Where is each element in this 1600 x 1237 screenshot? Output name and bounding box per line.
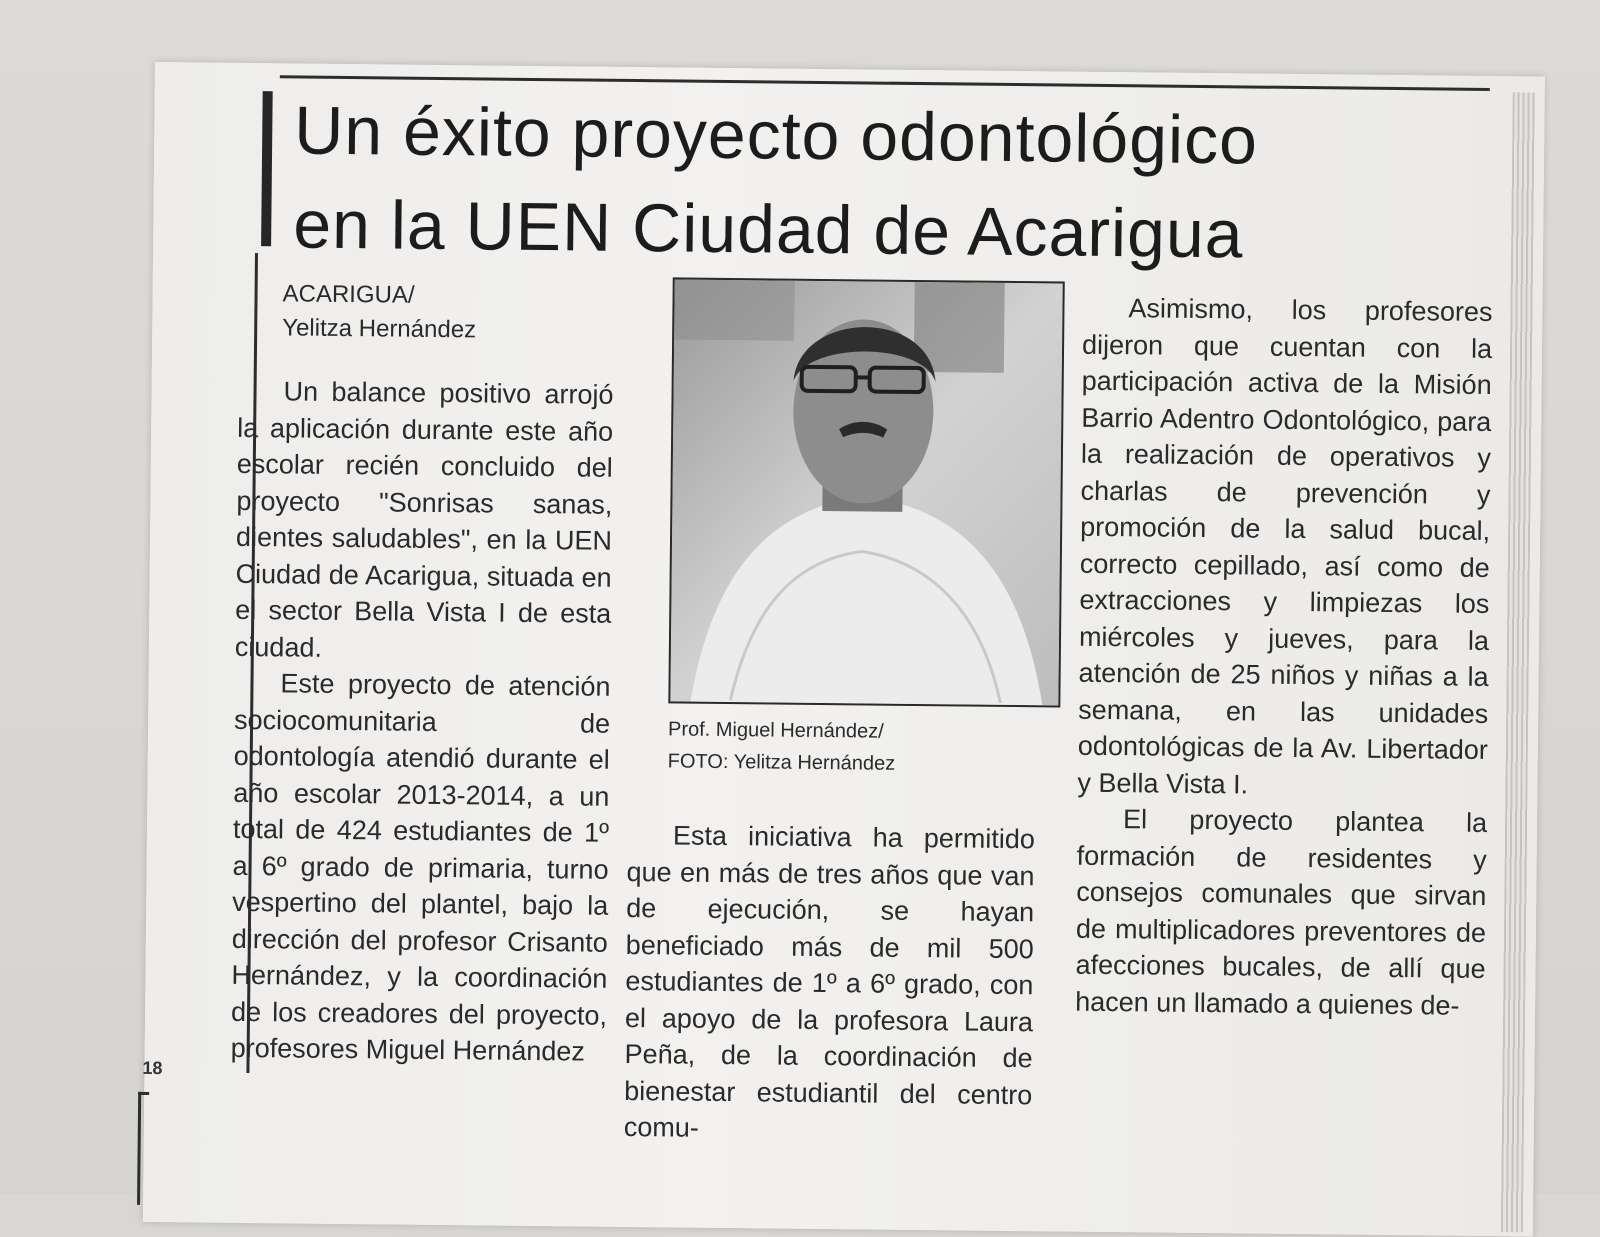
headline-line-2: en la UEN Ciudad de Acarigua bbox=[293, 177, 1444, 283]
byline bbox=[282, 277, 477, 347]
column-1-paragraph-2: Este proyecto de atención sociocomunitaria de odontología atendió durante el año escolar 2013-2014, a un total de 424 estudiantes de 1º a 6º grado de primaria, turno vespertino del plantel, bajo la dirección del profesor Crisanto Hernández, y la coordinación de los creadores del proyecto, profesores Miguel Hernández bbox=[230, 665, 610, 1070]
article-column-1 bbox=[230, 373, 613, 1070]
column-2-paragraph-1: Esta iniciativa ha permitido que en más de tres años que van de ejecución, se hayan beneficiado más de mil 500 estudiantes de 1º a 6º grado, con el apoyo de la profesora Laura Peña, de la coordinación de bienestar estudiantil del centro comu- bbox=[624, 817, 1035, 1150]
headline-line-1: Un éxito proyecto odontológico bbox=[294, 83, 1445, 189]
byline-place: ACARIGUA/ bbox=[282, 277, 476, 313]
headline-accent-bar bbox=[261, 91, 273, 246]
byline-author: Yelitza Hernández bbox=[282, 311, 476, 347]
headline bbox=[293, 83, 1445, 283]
clipping-right-edge bbox=[1501, 92, 1535, 1232]
column-3-paragraph-1: Asimismo, los profesores dijeron que cuentan con la participación activa de la Misión Barrio Adentro Odontológico, para la realización de operativos y charlas de prevención y promoción de la salud bucal, correcto cepillado, así como de extracciones y limpiezas los miércoles y jueves, para la atención de 25 niños y niñas a la semana, en las unidades odontológicas de la Av. Libertador y Bella Vista I. bbox=[1077, 290, 1492, 805]
newspaper-clipping bbox=[143, 62, 1545, 1236]
portrait-photo bbox=[668, 277, 1064, 707]
bottom-bracket bbox=[137, 1092, 149, 1205]
photo-caption-line-1: Prof. Miguel Hernández/ bbox=[668, 713, 896, 747]
article-column-2 bbox=[624, 817, 1035, 1150]
photo-caption bbox=[668, 713, 896, 779]
photo-caption-line-2: FOTO: Yelitza Hernández bbox=[668, 745, 896, 779]
portrait-image bbox=[670, 279, 1062, 705]
article-column-3 bbox=[1075, 290, 1493, 1024]
page-number: 18 bbox=[142, 1058, 162, 1079]
column-1-paragraph-1: Un balance positivo arrojó la aplicación durante este año escolar recién concluido del proyecto "Sonrisas sanas, dientes saludables", en la UEN Ciudad de Acarigua, situada en el sector Bella Vista I de esta ciudad. bbox=[235, 373, 614, 669]
column-3-paragraph-2: El proyecto plantea la formación de residentes y consejos comunales que sirvan de multiplicadores preventores de afecciones bucales, de allí que hacen un llamado a quienes de- bbox=[1075, 801, 1487, 1024]
